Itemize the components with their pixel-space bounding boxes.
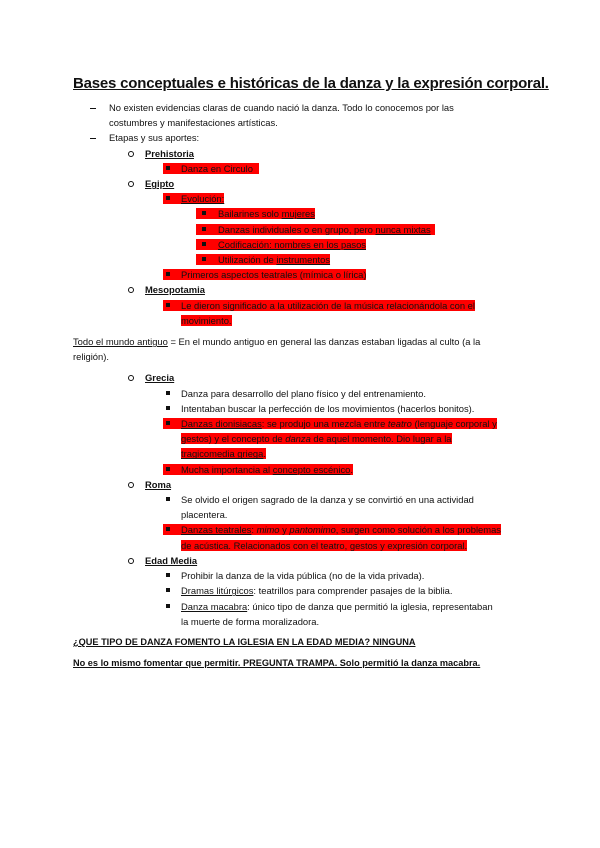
square-bullet	[202, 227, 206, 231]
section-title: Grecia	[145, 372, 175, 384]
section-egipto	[0, 176, 600, 191]
dash-bullet	[90, 138, 96, 139]
square-bullet	[202, 242, 206, 246]
square-bullet	[166, 406, 170, 410]
list-item: Primeros aspectos teatrales (mímica o lírica)	[0, 267, 600, 282]
square-bullet	[166, 272, 170, 276]
square-bullet	[166, 196, 170, 200]
square-bullet	[166, 467, 170, 471]
question-line: ¿QUE TIPO DE DANZA FOMENTO LA IGLESIA EN LA EDAD MEDIA? NINGUNA	[73, 636, 416, 647]
square-bullet	[166, 303, 170, 307]
intro-paragraph	[0, 100, 600, 130]
square-bullet	[166, 527, 170, 531]
list-item: Evolución:	[0, 191, 600, 206]
square-bullet	[166, 573, 170, 577]
section-title: Edad Media	[145, 554, 198, 566]
square-bullet	[166, 166, 170, 170]
circle-bullet	[128, 151, 134, 157]
ancient-world-note: Todo el mundo antiguo = En el mundo antiguo en general las danzas estaban ligadas al culto (a la religión).	[73, 336, 481, 363]
list-item: Danza macabra: único tipo de danza que permitió la iglesia, representaban la muerte de forma moralizadora.	[0, 599, 600, 629]
section-title: Egipto	[145, 178, 175, 190]
list-item: Mucha importancia al concepto escénico.	[0, 462, 600, 477]
list-item: Le dieron significado a la utilización de la música relacionándola con el movimiento.	[0, 298, 600, 328]
section-prehistoria	[0, 146, 600, 161]
stages-line: Etapas y sus aportes:	[0, 130, 600, 145]
section-title: Roma	[145, 478, 172, 490]
intro-line-1: No existen evidencias claras de cuando nació la danza. Todo lo conocemos por las	[109, 102, 454, 113]
section-mesopotamia	[0, 282, 600, 297]
section-roma	[0, 477, 600, 492]
list-item: Se olvido el origen sagrado de la danza y se convirtió en una actividad placentera.	[0, 492, 600, 522]
section-grecia	[0, 370, 600, 385]
circle-bullet	[128, 181, 134, 187]
sub-list-item: Codificación: nombres en los pasos	[0, 237, 600, 252]
list-item: Danza en Circulo	[0, 161, 600, 176]
square-bullet	[166, 391, 170, 395]
list-item: Danzas dionisiacas: se produjo una mezcla entre teatro (lenguaje corporal y gestos) y el concepto de danza de aquel momento. Dio lugar a la tragicomedia griega.	[0, 416, 600, 462]
square-bullet	[166, 497, 170, 501]
section-title: Prehistoria	[145, 147, 194, 159]
sub-list-item: Bailarines solo mujeres	[0, 206, 600, 221]
document-body	[0, 100, 600, 671]
intro-line-2: costumbres y manifestaciones artísticas.	[109, 117, 278, 129]
section-title: Mesopotamia	[145, 284, 205, 296]
list-item: Prohibir la danza de la vida pública (no de la vida privada).	[0, 568, 600, 583]
square-bullet	[202, 257, 206, 261]
list-item: Danzas teatrales: mimo y pantomimo, surgen como solución a los problemas de acústica. Relacionados con el teatro, gestos y expresión corporal.	[0, 522, 600, 552]
dash-bullet	[90, 108, 96, 109]
list-item: Danza para desarrollo del plano físico y del entrenamiento.	[0, 386, 600, 401]
list-item: Dramas litúrgicos: teatrillos para comprender pasajes de la biblia.	[0, 583, 600, 598]
section-edad-media	[0, 553, 600, 568]
answer-line: No es lo mismo fomentar que permitir. PREGUNTA TRAMPA. Solo permitió la danza macabra.	[73, 658, 481, 669]
ancient-world-term: Todo el mundo antiguo	[73, 336, 168, 348]
document-title: Bases conceptuales e históricas de la danza y la expresión corporal.	[73, 75, 549, 92]
square-bullet	[166, 604, 170, 608]
sub-list-item: Danzas individuales o en grupo, pero nunca mixtas	[0, 222, 600, 237]
sub-list-item: Utilización de instrumentos	[0, 252, 600, 267]
square-bullet	[166, 588, 170, 592]
square-bullet	[202, 211, 206, 215]
list-item: Intentaban buscar la perfección de los movimientos (hacerlos bonitos).	[0, 401, 600, 416]
circle-bullet	[128, 482, 134, 488]
circle-bullet	[128, 558, 134, 564]
square-bullet	[166, 421, 170, 425]
